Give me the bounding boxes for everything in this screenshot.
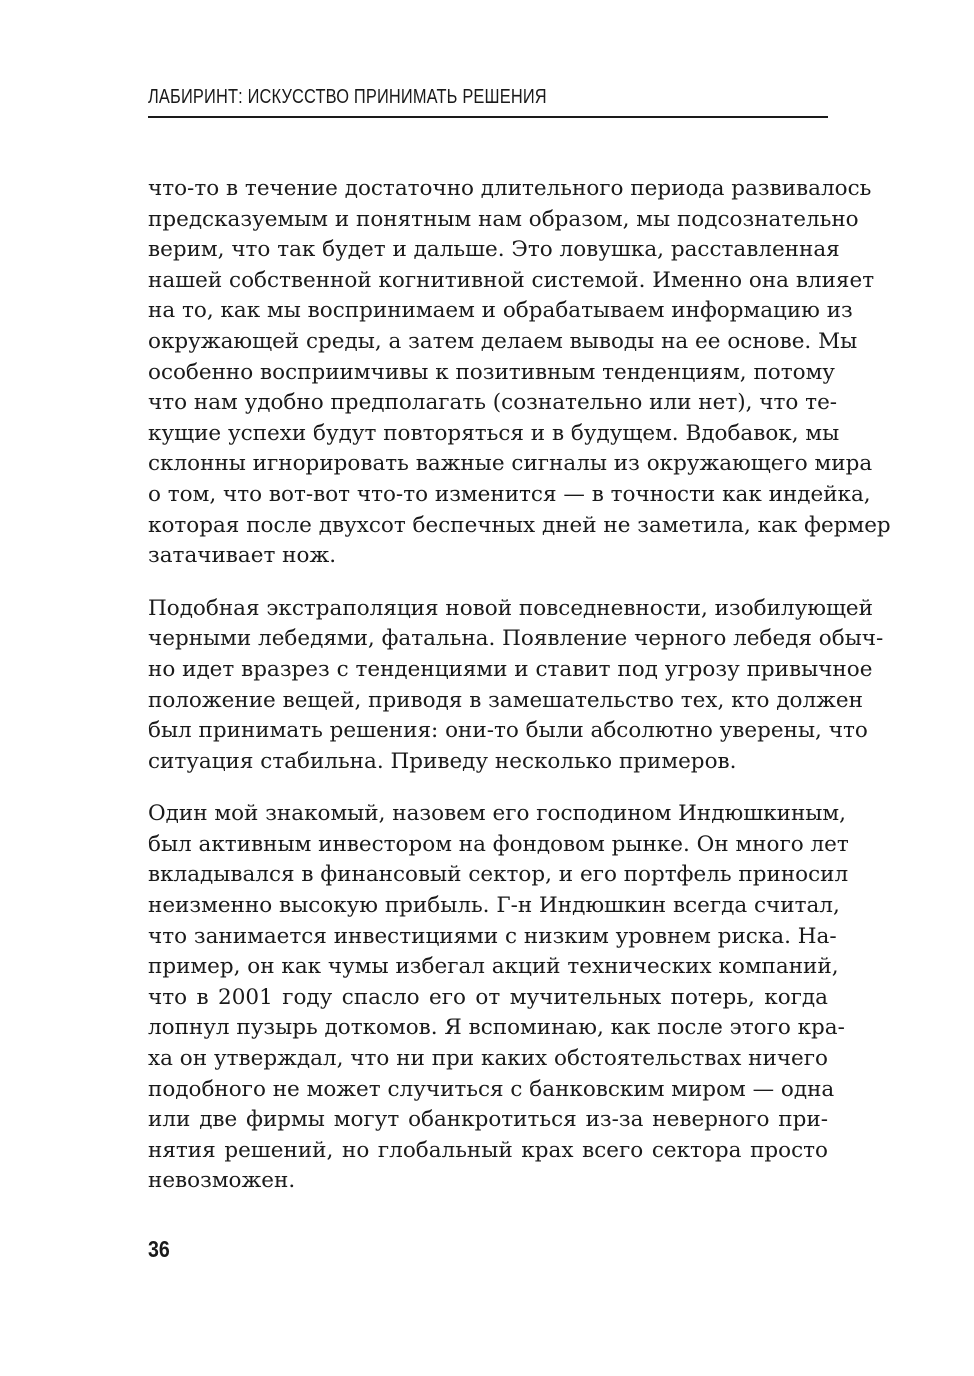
text-line: неизменно высокую прибыль. Г-н Индюшкин всегда считал, xyxy=(148,893,840,919)
text-line: был активным инвестором на фондовом рынке. Он много лет xyxy=(148,831,849,857)
text-line: нашей собственной когнитивной системой. Именно она влияет xyxy=(148,267,875,293)
running-title: ЛАБИРИНТ: ИСКУССТВО ПРИНИМАТЬ РЕШЕНИЯ xyxy=(148,86,547,108)
text-line: пример, он как чумы избегал акций технических компаний, xyxy=(148,954,839,980)
text-line: нятия решений, но глобальный крах всего сектора просто xyxy=(148,1137,828,1163)
text-line: которая после двухсот беспечных дней не заметила, как фермер xyxy=(148,512,891,538)
text-line: ситуация стабильна. Приведу несколько примеров. xyxy=(148,748,737,774)
text-line: был принимать решения: они-то были абсолютно уверены, что xyxy=(148,718,868,744)
text-line: невозможен. xyxy=(148,1168,296,1194)
text-line: затачивает нож. xyxy=(148,543,337,569)
text-line: вкладывался в финансовый сектор, и его портфель приносил xyxy=(148,862,849,888)
text-line: подобного не может случиться с банковским миром — одна xyxy=(148,1076,835,1102)
text-line: на то, как мы воспринимаем и обрабатываем информацию из xyxy=(148,298,853,324)
text-line: черными лебедями, фатальна. Появление черного лебедя обыч- xyxy=(148,626,884,652)
text-line: склонны игнорировать важные сигналы из окружающего мира xyxy=(148,451,873,477)
text-line: что занимается инвестициями с низким уровнем риска. На- xyxy=(148,923,837,949)
paragraph-2 xyxy=(148,594,884,778)
text-line: кущие успехи будут повторяться и в будущем. Вдобавок, мы xyxy=(148,420,840,446)
text-line: предсказуемым и понятным нам образом, мы подсознательно xyxy=(148,206,859,232)
text-line: что нам удобно предполагать (сознательно или нет), что те- xyxy=(148,390,838,416)
text-line: верим, что так будет и дальше. Это ловушка, расставленная xyxy=(148,237,840,263)
text-line: о том, что вот-вот что-то изменится — в точности как индейка, xyxy=(148,481,871,507)
page-number: 36 xyxy=(148,1236,170,1262)
body-text xyxy=(148,174,891,1197)
text-line: Один мой знакомый, назовем его господином Индюшкиным, xyxy=(148,801,846,827)
paragraph-3 xyxy=(148,799,849,1197)
header-rule xyxy=(148,116,828,118)
text-line: что-то в течение достаточно длительного периода развивалось xyxy=(148,176,872,201)
text-line: что в 2001 году спасло его от мучительных потерь, когда xyxy=(148,984,828,1010)
text-line: или две фирмы могут обанкротиться из-за неверного при- xyxy=(148,1107,828,1133)
text-line: но идет вразрез с тенденциями и ставит под угрозу привычное xyxy=(148,656,873,682)
paragraph-1 xyxy=(148,174,891,572)
text-line: окружающей среды, а затем делаем выводы на ее основе. Мы xyxy=(148,328,858,354)
text-line: ха он утверждал, что ни при каких обстоятельствах ничего xyxy=(148,1046,828,1072)
text-line: лопнул пузырь доткомов. Я вспоминаю, как после этого кра- xyxy=(148,1015,845,1041)
text-line: особенно восприимчивы к позитивным тенденциям, потому xyxy=(148,359,835,385)
text-line: положение вещей, приводя в замешательство тех, кто должен xyxy=(148,687,863,713)
text-line: Подобная экстраполяция новой повседневности, изобилующей xyxy=(148,595,873,621)
